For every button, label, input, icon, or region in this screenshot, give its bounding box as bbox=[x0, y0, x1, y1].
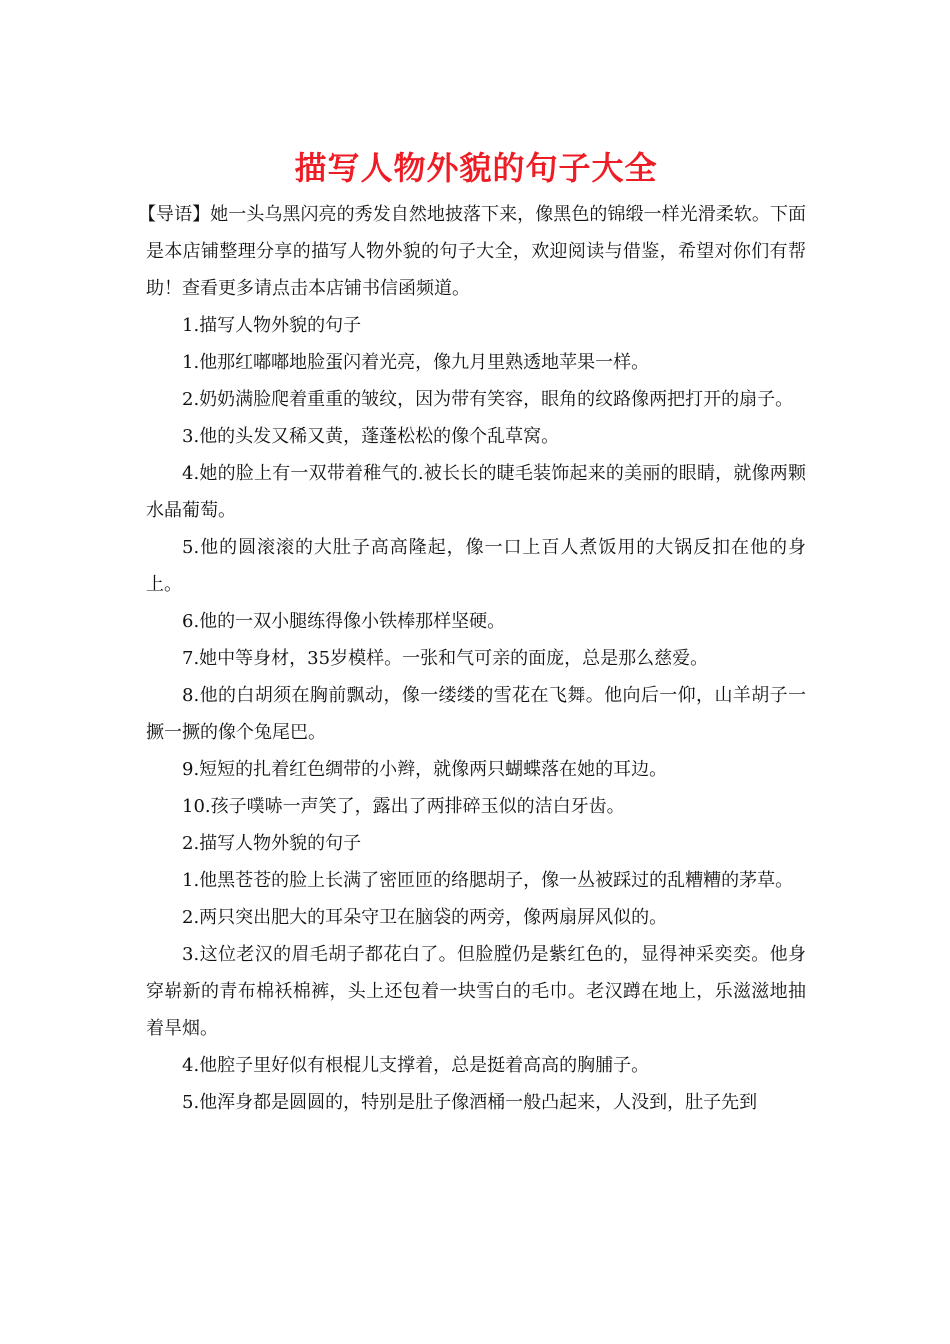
intro-paragraph: 【导语】她一头乌黑闪亮的秀发自然地披落下来，像黑色的锦缎一样光滑柔软。下面是本店铺整理分享的描写人物外貌的句子大全，欢迎阅读与借鉴，希望对你们有帮助！查看更多请点击本店铺书信函频道。 bbox=[138, 204, 806, 299]
document-title: 描写人物外貌的句子大全 bbox=[294, 149, 658, 187]
sentence-paragraph: 2.两只突出肥大的耳朵守卫在脑袋的两旁，像两扇屏风似的。 bbox=[182, 907, 668, 928]
section-heading-1: 1.描写人物外貌的句子 bbox=[182, 315, 362, 336]
sentence-paragraph: 1.他黑苍苍的脸上长满了密匝匝的络腮胡子，像一丛被踩过的乱糟糟的茅草。 bbox=[182, 870, 794, 891]
sentence-paragraph: 9.短短的扎着红色绸带的小辫，就像两只蝴蝶落在她的耳边。 bbox=[182, 759, 668, 780]
sentence-paragraph: 1.他那红嘟嘟地脸蛋闪着光亮，像九月里熟透地苹果一样。 bbox=[182, 352, 650, 373]
document-page bbox=[138, 140, 806, 1121]
sentence-paragraph: 5.他浑身都是圆圆的，特别是肚子像酒桶一般凸起来，人没到，肚子先到 bbox=[182, 1092, 758, 1113]
sentence-paragraph: 3.他的头发又稀又黄，蓬蓬松松的像个乱草窝。 bbox=[182, 426, 560, 447]
sentence-paragraph: 10.孩子噗哧一声笑了，露出了两排碎玉似的洁白牙齿。 bbox=[182, 796, 625, 817]
sentence-paragraph: 6.他的一双小腿练得像小铁棒那样坚硬。 bbox=[182, 611, 506, 632]
sentence-paragraph: 5.他的圆滚滚的大肚子高高隆起，像一口上百人煮饭用的大锅反扣在他的身上。 bbox=[146, 537, 806, 595]
sentence-paragraph: 3.这位老汉的眉毛胡子都花白了。但脸膛仍是紫红色的，显得神采奕奕。他身穿崭新的青布棉袄棉裤，头上还包着一块雪白的毛巾。老汉蹲在地上，乐滋滋地抽着旱烟。 bbox=[146, 944, 806, 1039]
sentence-paragraph: 4.她的脸上有一双带着稚气的.被长长的睫毛装饰起来的美丽的眼睛，就像两颗水晶葡萄。 bbox=[146, 463, 806, 521]
sentence-paragraph: 8.他的白胡须在胸前飘动，像一缕缕的雪花在飞舞。他向后一仰，山羊胡子一撅一撅的像个兔尾巴。 bbox=[146, 685, 806, 743]
sentence-paragraph: 4.他腔子里好似有根棍儿支撑着，总是挺着高高的胸脯子。 bbox=[182, 1055, 650, 1076]
section-heading-2: 2.描写人物外貌的句子 bbox=[182, 833, 362, 854]
sentence-paragraph: 2.奶奶满脸爬着重重的皱纹，因为带有笑容，眼角的纹路像两把打开的扇子。 bbox=[182, 389, 794, 410]
sentence-paragraph: 7.她中等身材，35岁模样。一张和气可亲的面庞，总是那么慈爱。 bbox=[182, 648, 709, 669]
